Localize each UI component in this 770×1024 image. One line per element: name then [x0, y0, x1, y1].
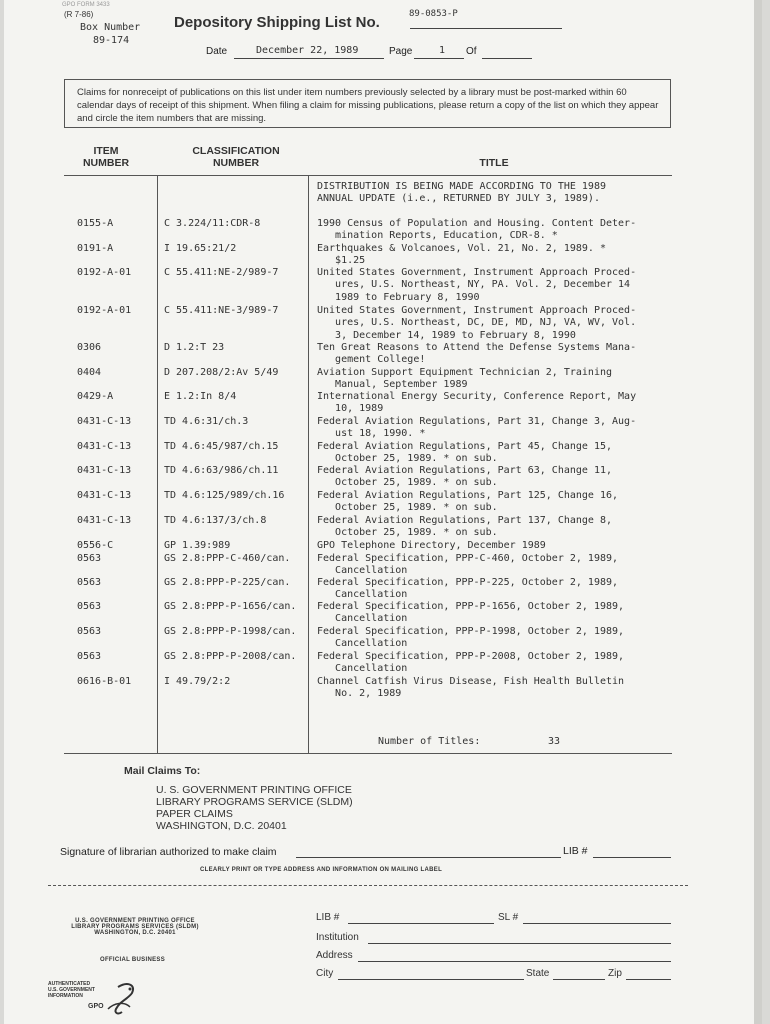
col-item-header-line2: NUMBER — [82, 157, 130, 169]
mail-address-line4: WASHINGTON, D.C. 20401 — [156, 820, 287, 832]
mail-claims-label: Mail Claims To: — [124, 765, 201, 777]
row-title: United States Government, Instrument Approach Proced- ures, U.S. Northeast, DC, DE, MD, NJ, VA, WV, Vol. 3, December 14, 1989 to February 8, 1990 — [317, 305, 637, 341]
row-title: Federal Aviation Regulations, Part 125, Change 16, October 25, 1989. * on sub. — [317, 490, 619, 514]
label-address: Address — [316, 950, 353, 961]
label-city-line[interactable] — [338, 979, 524, 980]
official-business: OFFICIAL BUSINESS — [100, 957, 165, 963]
mail-address-line2: LIBRARY PROGRAMS SERVICE (SLDM) — [156, 796, 353, 808]
gpo-logo — [48, 979, 158, 1019]
row-title: Federal Specification, PPP-P-225, October 2, 1989, Cancellation — [317, 577, 619, 601]
row-classification-number: D 207.208/2:Av 5/49 — [164, 367, 279, 378]
list-number-underline — [410, 28, 562, 29]
row-classification-number: C 55.411:NE-3/989-7 — [164, 305, 279, 316]
row-item-number: 0431-C-13 — [77, 515, 132, 526]
row-item-number: 0306 — [77, 342, 102, 353]
table-divider-2 — [308, 175, 309, 753]
row-item-number: 0429-A — [77, 391, 114, 402]
row-classification-number: GS 2.8:PPP-C-460/can. — [164, 553, 291, 564]
return-address-line1: U.S. GOVERNMENT PRINTING OFFICE — [75, 918, 195, 924]
cut-line — [48, 885, 688, 886]
label-lib-line[interactable] — [348, 923, 494, 924]
row-title: Federal Specification, PPP-P-2008, October 2, 1989, Cancellation — [317, 651, 625, 675]
row-classification-number: I 19.65:21/2 — [164, 243, 237, 254]
document-title: Depository Shipping List No. — [174, 14, 380, 31]
distribution-note: DISTRIBUTION IS BEING MADE ACCORDING TO THE 1989 ANNUAL UPDATE (i.e., RETURNED BY JULY 3, 1989). — [317, 181, 606, 205]
page-value: 1 — [439, 45, 446, 56]
col-class-header-line1: CLASSIFICATION — [192, 145, 280, 157]
row-title: Federal Aviation Regulations, Part 137, Change 8, October 25, 1989. * on sub. — [317, 515, 613, 539]
row-classification-number: GS 2.8:PPP-P-225/can. — [164, 577, 291, 588]
row-item-number: 0563 — [77, 651, 102, 662]
row-classification-number: TD 4.6:45/987/ch.15 — [164, 441, 279, 452]
return-address — [60, 918, 210, 936]
of-label: Of — [466, 46, 477, 57]
row-item-number: 0563 — [77, 577, 102, 588]
titles-count-label: Number of Titles: — [378, 736, 481, 747]
label-institution: Institution — [316, 932, 359, 943]
row-classification-number: GP 1.39:989 — [164, 540, 231, 551]
row-classification-number: E 1.2:In 8/4 — [164, 391, 237, 402]
row-classification-number: TD 4.6:137/3/ch.8 — [164, 515, 267, 526]
lib-line[interactable] — [593, 857, 671, 858]
form-code-top: GPO FORM 3433 — [62, 2, 110, 8]
row-item-number: 0155-A — [77, 218, 114, 229]
titles-count-value: 33 — [548, 736, 561, 747]
label-state-line[interactable] — [553, 979, 605, 980]
row-classification-number: GS 2.8:PPP-P-1998/can. — [164, 626, 297, 637]
date-label: Date — [206, 46, 228, 57]
row-title: Earthquakes & Volcanoes, Vol. 21, No. 2, 1989. * $1.25 — [317, 243, 606, 267]
form-code: (R 7-86) — [64, 10, 94, 19]
row-classification-number: GS 2.8:PPP-P-2008/can. — [164, 651, 297, 662]
date-underline — [234, 58, 384, 59]
col-class-header-line2: NUMBER — [212, 157, 260, 169]
label-lib: LIB # — [316, 912, 340, 923]
list-number: 89-0853-P — [409, 9, 458, 19]
row-item-number: 0563 — [77, 553, 102, 564]
row-item-number: 0431-C-13 — [77, 465, 132, 476]
row-item-number: 0431-C-13 — [77, 441, 132, 452]
row-classification-number: TD 4.6:63/986/ch.11 — [164, 465, 279, 476]
signature-label: Signature of librarian authorized to make claim — [60, 846, 277, 858]
row-item-number: 0192-A-01 — [77, 267, 132, 278]
row-item-number: 0404 — [77, 367, 102, 378]
gpo-logo-line2: U.S. GOVERNMENT — [48, 987, 95, 993]
page-edge — [754, 0, 762, 1024]
row-title: Ten Great Reasons to Attend the Defense Systems Mana- gement College! — [317, 342, 637, 366]
mail-address-line1: U. S. GOVERNMENT PRINTING OFFICE — [156, 784, 352, 796]
row-classification-number: D 1.2:T 23 — [164, 342, 225, 353]
gpo-logo-line4: GPO — [88, 1003, 104, 1010]
row-item-number: 0563 — [77, 626, 102, 637]
row-item-number: 0556-C — [77, 540, 114, 551]
row-title: United States Government, Instrument Approach Proced- ures, U.S. Northeast, NY, PA. Vol. 2, December 14 1989 to February 8, 1990 — [317, 267, 637, 303]
return-address-line3: WASHINGTON, D.C. 20401 — [94, 930, 176, 936]
gpo-logo-text — [48, 981, 95, 999]
col-class-header — [176, 145, 296, 169]
box-number-label: Box Number — [80, 22, 141, 33]
table-divider-1 — [157, 175, 158, 753]
mail-address-line3: PAPER CLAIMS — [156, 808, 233, 820]
row-title: Federal Aviation Regulations, Part 45, Change 15, October 25, 1989. * on sub. — [317, 441, 613, 465]
col-item-header-line1: ITEM — [93, 145, 119, 157]
lib-label: LIB # — [563, 845, 588, 857]
row-title: Federal Specification, PPP-P-1998, October 2, 1989, Cancellation — [317, 626, 625, 650]
date-value: December 22, 1989 — [256, 45, 359, 56]
page-label: Page — [389, 46, 413, 57]
row-title: International Energy Security, Conference Report, May 10, 1989 — [317, 391, 637, 415]
of-underline — [482, 58, 532, 59]
label-sl-line[interactable] — [523, 923, 671, 924]
label-zip-line[interactable] — [626, 979, 671, 980]
label-zip: Zip — [608, 968, 622, 979]
row-title: Aviation Support Equipment Technician 2, Training Manual, September 1989 — [317, 367, 613, 391]
row-item-number: 0191-A — [77, 243, 114, 254]
signature-line[interactable] — [296, 857, 561, 858]
col-title-header: TITLE — [479, 157, 509, 169]
row-classification-number: TD 4.6:31/ch.3 — [164, 416, 249, 427]
gpo-logo-line3: INFORMATION — [48, 993, 83, 999]
label-institution-line[interactable] — [368, 943, 671, 944]
row-item-number: 0431-C-13 — [77, 416, 132, 427]
document-page — [4, 0, 762, 1024]
row-title: GPO Telephone Directory, December 1989 — [317, 540, 546, 551]
row-item-number: 0563 — [77, 601, 102, 612]
print-note: CLEARLY PRINT OR TYPE ADDRESS AND INFORMATION ON MAILING LABEL — [200, 867, 443, 873]
row-title: 1990 Census of Population and Housing. Content Deter- mination Reports, Education, CDR-8. * — [317, 218, 637, 242]
row-classification-number: I 49.79/2:2 — [164, 676, 231, 687]
label-address-line[interactable] — [358, 961, 671, 962]
mail-address — [156, 784, 353, 832]
row-classification-number: GS 2.8:PPP-P-1656/can. — [164, 601, 297, 612]
row-title: Federal Specification, PPP-P-1656, October 2, 1989, Cancellation — [317, 601, 625, 625]
label-city: City — [316, 968, 334, 979]
row-classification-number: C 55.411:NE-2/989-7 — [164, 267, 279, 278]
row-title: Channel Catfish Virus Disease, Fish Health Bulletin No. 2, 1989 — [317, 676, 625, 700]
label-state: State — [526, 968, 550, 979]
table-top-rule — [64, 175, 672, 176]
col-item-header — [66, 145, 146, 169]
row-item-number: 0192-A-01 — [77, 305, 132, 316]
row-classification-number: C 3.224/11:CDR-8 — [164, 218, 261, 229]
page-underline — [414, 58, 464, 59]
row-title: Federal Aviation Regulations, Part 31, Change 3, Aug- ust 18, 1990. * — [317, 416, 637, 440]
return-address-line2: LIBRARY PROGRAMS SERVICES (SLDM) — [71, 924, 199, 930]
label-sl: SL # — [498, 912, 519, 923]
box-number-value: 89-174 — [93, 35, 130, 46]
row-title: Federal Aviation Regulations, Part 63, Change 11, October 25, 1989. * on sub. — [317, 465, 613, 489]
row-item-number: 0431-C-13 — [77, 490, 132, 501]
gpo-logo-line1: AUTHENTICATED — [48, 981, 91, 987]
claims-notice: Claims for nonreceipt of publications on this list under item numbers previously selected by a library must be post-marked within 60 calendar days of receipt of this shipment. When filing a claim for missing publications, please return a copy of the list on which they appear and circle the item numbers that are missing. — [64, 79, 671, 128]
row-item-number: 0616-B-01 — [77, 676, 132, 687]
table-bottom-rule — [64, 753, 672, 754]
row-classification-number: TD 4.6:125/989/ch.16 — [164, 490, 285, 501]
row-title: Federal Specification, PPP-C-460, October 2, 1989, Cancellation — [317, 553, 619, 577]
